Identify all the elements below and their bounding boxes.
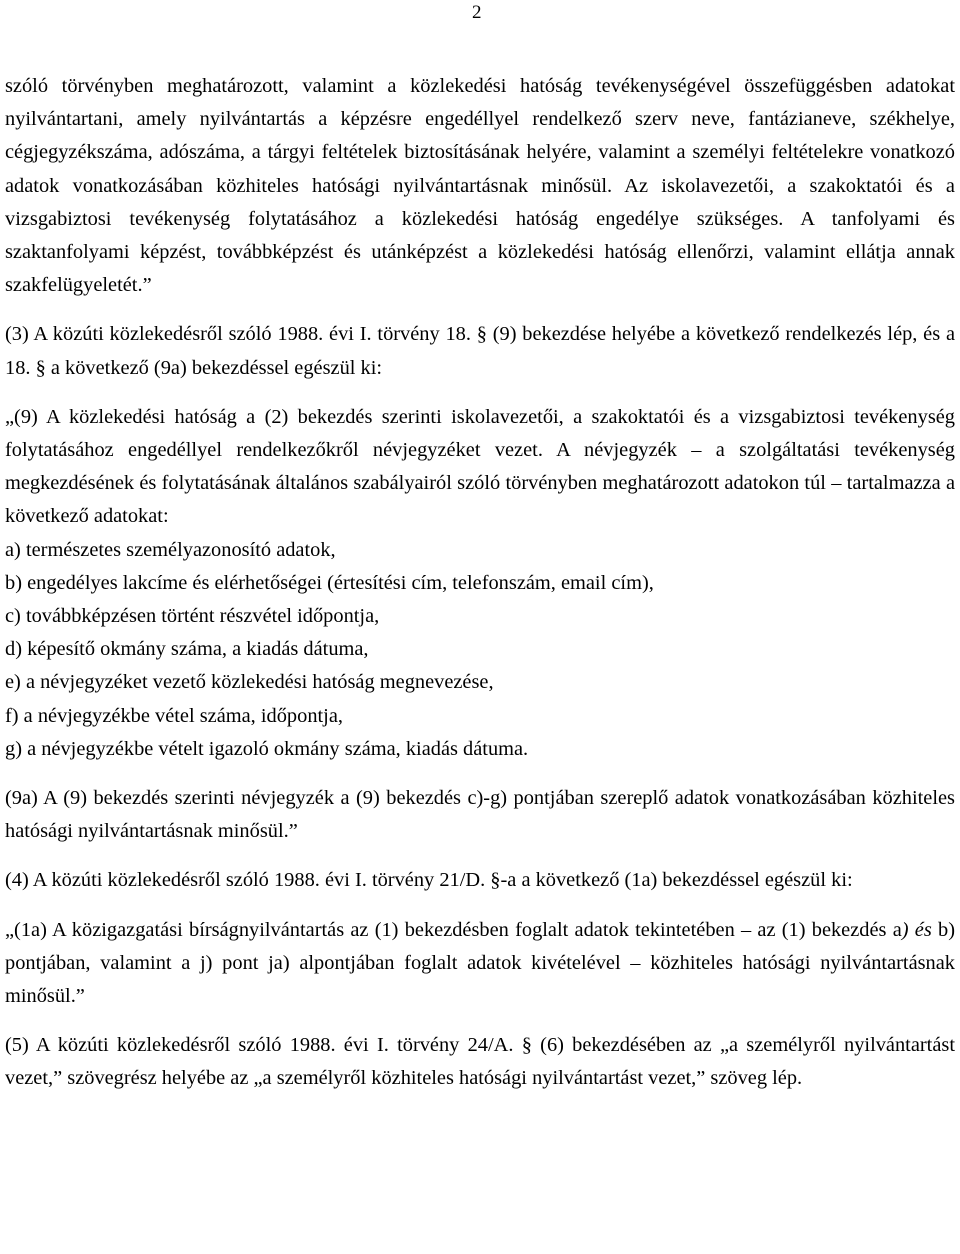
list-item: f) a névjegyzékbe vétel száma, időpontja, (5, 704, 343, 727)
paragraph-1a-part-2: b) pontjában, valamint a j) pont ja) alpontjában foglalt adatok kivételével – közhiteles hatósági nyilvántartásnak minősül.” (5, 918, 955, 1008)
page-number: 2 (472, 2, 482, 23)
paragraph-1a-part-1: „(1a) A közigazgatási bírságnyilvántartás az (1) bekezdésben foglalt adatok tekintetében – az (1) bekezdés a (5, 918, 902, 941)
list-item: e) a névjegyzéket vezető közlekedési hatóság megnevezése, (5, 671, 494, 694)
paragraph-quoted-9: „(9) A közlekedési hatóság a (2) bekezdés szerinti iskolavezetői, a szakoktatói és a vizsgabiztosi tevékenység folytatásához engedéllyel rendelkezőkről névjegyzéket vezet. A névjegyzék – a szolgáltatási tevékenység megkezdésének és folytatásának általános szabályairól szóló törvényben meghatározott adatokon túl – tartalmazza a következő adatokat: (5, 405, 955, 528)
list-item: b) engedélyes lakcíme és elérhetőségei (értesítési cím, telefonszám, email cím), (5, 571, 654, 594)
paragraph-continuation: szóló törvényben meghatározott, valamint a közlekedési hatóság tevékenységével összefüggésben adatokat nyilvántartani, amely nyilvántartás a képzésre engedéllyel rendelkező szerv neve, fantázianeve, székhelye, cégjegyzékszáma, adószáma, a tárgyi feltételek biztosításának helyére, valamint a személyi feltételekre vonatkozó adatok vonatkozásában közhiteles hatósági nyilvántartásnak minősül. Az iskolavezetői, a szakoktatói és a vizsgabiztosi tevékenység folytatásához a közlekedési hatóság engedélye szükséges. A tanfolyami és szaktanfolyami képzést, továbbképzést és utánképzést a közlekedési hatóság ellenőrzi, valamint ellátja annak szakfelügyeletét.” (5, 75, 955, 297)
list-item: d) képesítő okmány száma, a kiadás dátuma, (5, 638, 369, 661)
paragraph-section-3: (3) A közúti közlekedésről szóló 1988. évi I. törvény 18. § (9) bekezdése helyébe a következő rendelkezés lép, és a 18. § a következő (9a) bekezdéssel egészül ki: (5, 323, 955, 379)
document-body (5, 70, 955, 1096)
list-item: g) a névjegyzékbe vételt igazoló okmány száma, kiadás dátuma. (5, 737, 529, 760)
list-item: c) továbbképzésen történt részvétel időpontja, (5, 605, 380, 628)
paragraph-quoted-1a (5, 914, 955, 1014)
data-items-list (5, 534, 955, 766)
paragraph-section-5: (5) A közúti közlekedésről szóló 1988. évi I. törvény 24/A. § (6) bekezdésében az „a személyről nyilvántartást vezet,” szövegrész helyébe az „a személyről közhiteles hatósági nyilvántartást vezet,” szöveg lép. (5, 1034, 955, 1090)
paragraph-1a-italic-word: és (914, 918, 932, 941)
paragraph-1a-italic-paren: ) (901, 918, 915, 941)
list-item: a) természetes személyazonosító adatok, (5, 538, 336, 561)
paragraph-section-4: (4) A közúti közlekedésről szóló 1988. évi I. törvény 21/D. §-a a következő (1a) bekezdéssel egészül ki: (5, 869, 853, 892)
paragraph-9a: (9a) A (9) bekezdés szerinti névjegyzék a (9) bekezdés c)-g) pontjában szereplő adatok vonatkozásában közhiteles hatósági nyilvántartásnak minősül.” (5, 787, 955, 843)
